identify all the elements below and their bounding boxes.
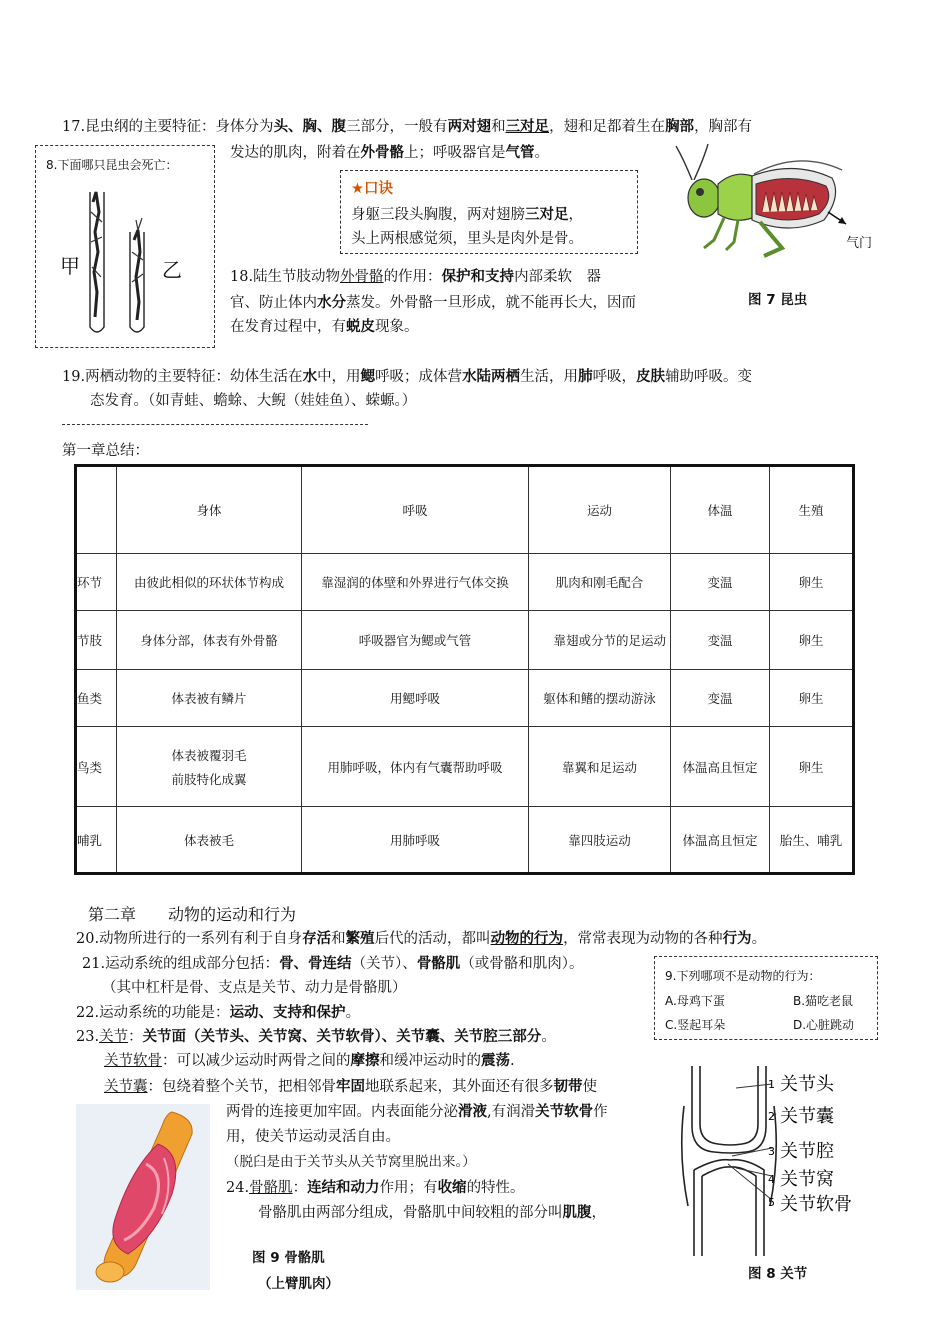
option-a: A.母鸡下蛋 [665, 994, 725, 1008]
table-cell: 体温高且恒定 [671, 807, 770, 874]
header-cell-body: 身体 [117, 466, 302, 554]
question-9-box [654, 956, 878, 1040]
row-head-arthropod: 节肢 [76, 611, 117, 670]
item-23-line1: 23.关节：关节面（关节头、关节窝、关节软骨）、关节囊、关节腔三部分。 [76, 1028, 556, 1045]
test-tubes-illustration [82, 182, 162, 342]
fig9-caption-line2: （上臂肌肉） [258, 1276, 339, 1292]
item-17-line1: 17.昆虫纲的主要特征：身体分为头、胸、腹三部分，一般有两对翅和三对足，翅和足都着生在胸部，胸部有 [62, 118, 753, 135]
skeletal-muscle-illustration [76, 1104, 210, 1290]
row-head-bird: 鸟类 [76, 727, 117, 807]
option-c: C.竖起耳朵 [665, 1018, 726, 1032]
joint-label-group [766, 1070, 866, 1220]
item-18-line1: 18.陆生节肢动物外骨骼的作用：保护和支持内部柔软 器 [230, 268, 602, 285]
table-cell: 由彼此相似的环状体节构成 [117, 554, 302, 611]
table-cell: 体表被有鳞片 [117, 670, 302, 727]
table-cell [117, 727, 302, 807]
joint-num-4: 4 [768, 1173, 775, 1186]
question-8-box [35, 145, 215, 348]
item-19-line2: 态发育。（如青蛙、蟾蜍、大鲵（娃娃鱼）、蝾螈。） [90, 393, 417, 409]
item-22: 22.运动系统的功能是：运动、支持和保护。 [76, 1004, 361, 1021]
joint-label-head: 关节头 [780, 1074, 834, 1095]
table-row [76, 727, 854, 807]
item-18-line2: 官、防止体内水分蒸发。外骨骼一旦形成，就不能再长大，因而 [230, 294, 636, 311]
table-cell: 变温 [671, 554, 770, 611]
question-9-title: 9.下列哪项不是动物的行为： [665, 969, 821, 983]
joint-label-socket: 关节窝 [780, 1169, 834, 1190]
table-row [76, 611, 854, 670]
table-cell: 胎生、哺乳 [770, 807, 854, 874]
fig7-label-spiracle: 气门 [846, 236, 873, 251]
table-cell: 肌肉和刚毛配合 [529, 554, 671, 611]
chapter2-title: 第二章 动物的运动和行为 [88, 905, 297, 924]
table-row [76, 807, 854, 874]
table-cell: 身体分部，体表有外骨骼 [117, 611, 302, 670]
item-23-line5: 用，使关节运动灵活自由。 [226, 1129, 400, 1145]
table-cell: 靠湿润的体壁和外界进行气体交换 [302, 554, 529, 611]
table-cell: 卵生 [770, 670, 854, 727]
fig7-caption: 图 7 昆虫 [748, 292, 808, 308]
table-cell: 呼吸器官为鳃或气管 [302, 611, 529, 670]
item-21-line2: （其中杠杆是骨、支点是关节、动力是骨骼肌） [102, 980, 407, 996]
table-row [76, 670, 854, 727]
table-header-row [76, 466, 854, 554]
item-24-line2: 骨骼肌由两部分组成，骨骼肌中间较粗的部分叫肌腹， [258, 1204, 606, 1221]
row-head-annelid: 环节 [76, 554, 117, 611]
item-21-line1: 21.运动系统的组成部分包括：骨、骨连结（关节）、骨骼肌（或骨骼和肌肉）。 [82, 955, 584, 972]
item-24-line1: 24.骨骼肌：连结和动力作用；有收缩的特性。 [226, 1179, 525, 1196]
joint-label-cavity: 关节腔 [780, 1141, 834, 1162]
table-cell: 靠翼和足运动 [529, 727, 671, 807]
item-17-line2: 发达的肌肉，附着在外骨骼上；呼吸器官是气管。 [230, 144, 549, 161]
option-d: D.心脏跳动 [793, 1018, 855, 1032]
joint-label-cartilage: 关节软骨 [780, 1194, 852, 1215]
mnemonic-title: ★口诀 [351, 181, 393, 197]
joint-label-capsule: 关节囊 [780, 1106, 834, 1127]
table-cell: 卵生 [770, 611, 854, 670]
table-cell: 卵生 [770, 727, 854, 807]
item-23-line4: 两骨的连接更加牢固。内表面能分泌滑液,有润滑关节软骨作 [226, 1103, 608, 1120]
bird-body-line2: 前肢特化成翼 [171, 771, 247, 787]
table-cell: 体温高且恒定 [671, 727, 770, 807]
item-18-line3: 在发育过程中，有蜕皮现象。 [230, 318, 419, 335]
table-row [76, 554, 854, 611]
mnemonic-line1: 身躯三段头胸腹，两对翅膀三对足， [351, 206, 583, 223]
table-cell: 变温 [671, 670, 770, 727]
table-cell: 靠四肢运动 [529, 807, 671, 874]
header-cell-movement: 运动 [529, 466, 671, 554]
mnemonic-line2: 头上两根感觉须，里头是肉外是骨。 [351, 231, 583, 247]
item-19-line1: 19.两栖动物的主要特征：幼体生活在水中，用鳃呼吸；成体营水陆两栖生活，用肺呼吸，皮肤辅助呼吸。变 [62, 368, 753, 385]
joint-num-3: 3 [768, 1145, 775, 1158]
summary-title: 第一章总结： [62, 443, 149, 459]
item-23-line2: 关节软骨：可以减少运动时两骨之间的摩擦和缓冲运动时的震荡. [104, 1052, 515, 1069]
item-23-line3: 关节囊：包绕着整个关节，把相邻骨牢固地联系起来，其外面还有很多韧带使 [104, 1078, 597, 1095]
option-b: B.猫吃老鼠 [793, 994, 854, 1008]
header-cell-temperature: 体温 [671, 466, 770, 554]
tube-label-b: 乙 [162, 258, 182, 282]
mnemonic-box [340, 170, 638, 254]
row-head-fish: 鱼类 [76, 670, 117, 727]
header-cell-blank [76, 466, 117, 554]
joint-num-1: 1 [768, 1078, 775, 1091]
joint-num-2: 2 [768, 1110, 775, 1123]
question-8-title: 8.下面哪只昆虫会死亡： [46, 158, 178, 172]
table-cell: 靠翅或分节的足运动 [529, 611, 671, 670]
table-cell: 躯体和鳍的摆动游泳 [529, 670, 671, 727]
table-cell: 用鳃呼吸 [302, 670, 529, 727]
row-head-mammal: 哺乳 [76, 807, 117, 874]
table-cell: 体表被毛 [117, 807, 302, 874]
table-cell: 变温 [671, 611, 770, 670]
header-cell-breathing: 呼吸 [302, 466, 529, 554]
joint-num-5: 5 [768, 1196, 775, 1209]
chapter1-summary-table [74, 464, 855, 875]
item-20: 20.动物所进行的一系列有利于自身存活和繁殖后代的活动，都叫动物的行为，常常表现为动物的各种行为。 [76, 930, 767, 947]
header-cell-reproduction: 生殖 [770, 466, 854, 554]
table-cell: 卵生 [770, 554, 854, 611]
bird-body-line1: 体表被覆羽毛 [171, 747, 247, 763]
section-divider [62, 424, 368, 425]
tube-label-a: 甲 [60, 254, 80, 278]
table-cell: 用肺呼吸，体内有气囊帮助呼吸 [302, 727, 529, 807]
table-cell: 用肺呼吸 [302, 807, 529, 874]
item-23-line6: （脱臼是由于关节头从关节窝里脱出来。） [226, 1154, 476, 1170]
fig9-caption-line1: 图 9 骨骼肌 [252, 1250, 325, 1266]
fig8-caption: 图 8 关节 [748, 1266, 808, 1282]
